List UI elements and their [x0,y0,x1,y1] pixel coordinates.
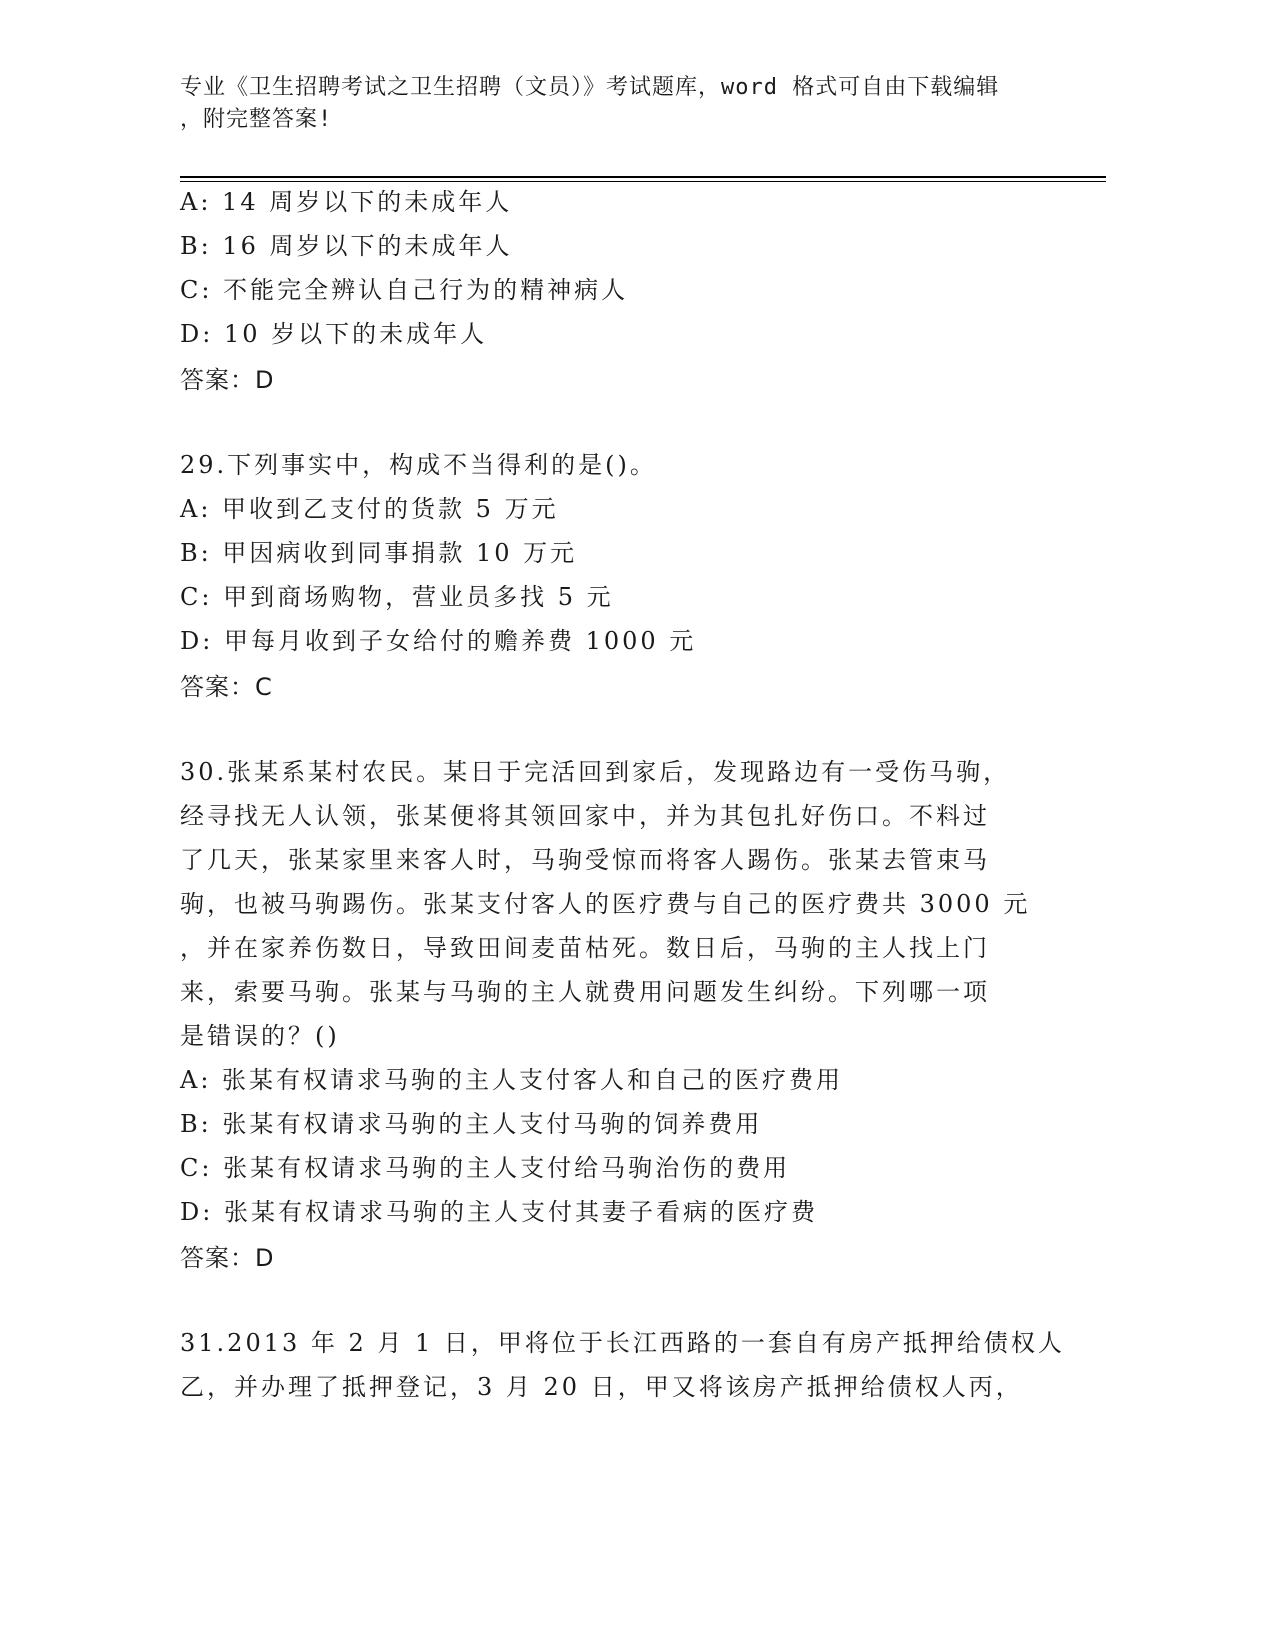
question-31 [180,1325,1065,1413]
option-a: A: 甲收到乙支付的货款 5 万元 [180,495,559,523]
answer: 答案：C [180,673,273,701]
option-d: D: 甲每月收到子女给付的赡养费 1000 元 [180,627,697,655]
question-content [180,184,1065,1413]
question-stem-line: 驹，也被马驹踢伤。张某支付客人的医疗费与自己的医疗费共 3000 元 [180,890,1031,918]
question-stem-line: 乙，并办理了抵押登记，3 月 20 日，甲又将该房产抵押给债权人丙， [180,1373,1023,1401]
question-stem-line: 31.2013 年 2 月 1 日，甲将位于长江西路的一套自有房产抵押给债权人 [180,1329,1065,1357]
document-header [180,72,1060,136]
option-c: C: 张某有权请求马驹的主人支付给马驹治伤的费用 [180,1154,791,1182]
option-d: D: 10 岁以下的未成年人 [180,320,488,348]
option-d: D: 张某有权请求马驹的主人支付其妻子看病的医疗费 [180,1198,818,1226]
question-stem: 29.下列事实中，构成不当得利的是()。 [180,451,657,479]
answer: 答案：D [180,366,275,394]
question-stem-line: 是错误的？() [180,1022,340,1050]
question-stem-line: 经寻找无人认领，张某便将其领回家中，并为其包扎好伤口。不料过 [180,802,990,830]
question-stem-line: 了几天，张某家里来客人时，马驹受惊而将客人踢伤。张某去管束马 [180,846,990,874]
option-c: C: 甲到商场购物，营业员多找 5 元 [180,583,614,611]
header-line-1: 专业《卫生招聘考试之卫生招聘（文员）》考试题库，word 格式可自由下载编辑 [180,75,1000,100]
question-28 [180,184,1060,404]
question-stem-line: ，并在家养伤数日，导致田间麦苗枯死。数日后，马驹的主人找上门 [180,934,990,962]
header-line-2: ，附完整答案! [180,107,333,132]
question-stem-line: 来，索要马驹。张某与马驹的主人就费用问题发生纠纷。下列哪一项 [180,978,990,1006]
option-c: C: 不能完全辨认自己行为的精神病人 [180,276,629,304]
answer: 答案：D [180,1244,275,1272]
option-b: B: 甲因病收到同事捐款 10 万元 [180,539,578,567]
question-29 [180,447,1060,711]
question-stem-line: 30.张某系某村农民。某日于完活回到家后，发现路边有一受伤马驹， [180,758,1011,786]
option-a: A: 张某有权请求马驹的主人支付客人和自己的医疗费用 [180,1066,844,1094]
option-b: B: 16 周岁以下的未成年人 [180,232,513,260]
option-b: B: 张某有权请求马驹的主人支付马驹的饲养费用 [180,1110,763,1138]
header-divider-thin [180,181,1106,182]
header-divider-thick [180,176,1106,178]
option-a: A: 14 周岁以下的未成年人 [180,188,513,216]
question-30 [180,754,1060,1282]
